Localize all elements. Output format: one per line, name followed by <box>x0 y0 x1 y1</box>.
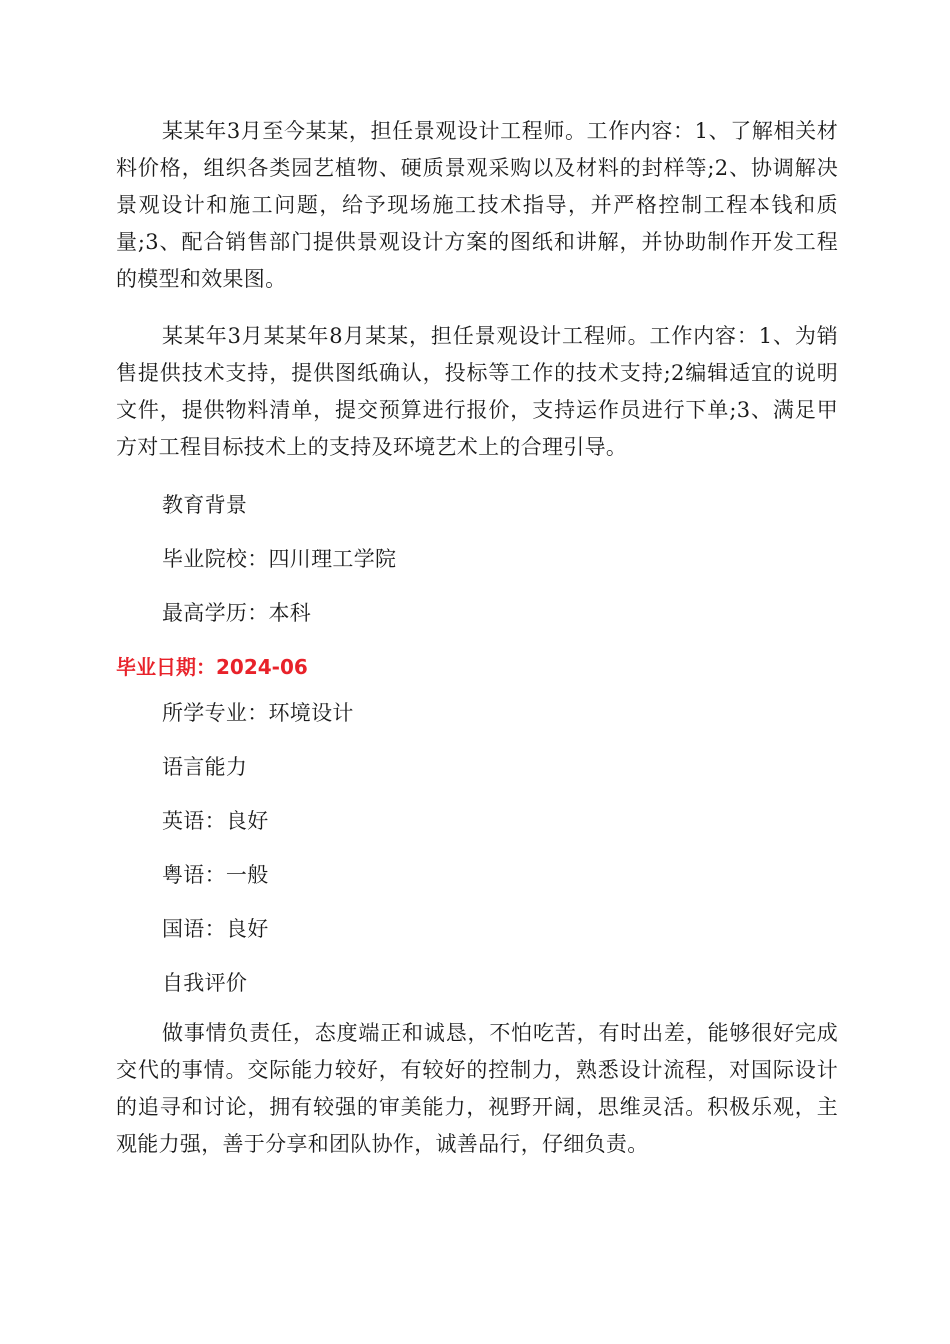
education-heading: 教育背景 <box>162 493 248 517</box>
work-experience-paragraph-1: 某某年3月至今某某，担任景观设计工程师。工作内容：1、了解相关材料价格，组织各类园艺植物、硬质景观采购以及材料的封样等;2、协调解决景观设计和施工问题，给予现场施工技术指导，并严格控制工程本钱和质量;3、配合销售部门提供景观设计方案的图纸和讲解，并协助制作开发工程的模型和效果图。 <box>116 119 838 291</box>
work-experience-paragraph-2: 某某年3月某某年8月某某，担任景观设计工程师。工作内容：1、为销售提供技术支持，提供图纸确认，投标等工作的技术支持;2编辑适宜的说明文件，提供物料清单，提交预算进行报价，支持运作员进行下单;3、满足甲方对工程目标技术上的支持及环境艺术上的合理引导。 <box>116 324 838 459</box>
language-cantonese: 粤语：一般 <box>162 863 269 887</box>
education-major: 所学专业：环境设计 <box>162 701 354 725</box>
self-evaluation-heading: 自我评价 <box>162 971 248 995</box>
education-graduation-date: 毕业日期：2024-06 <box>116 655 308 679</box>
education-school: 毕业院校：四川理工学院 <box>162 547 397 571</box>
language-english: 英语：良好 <box>162 809 269 833</box>
language-mandarin: 国语：良好 <box>162 917 269 941</box>
education-degree: 最高学历：本科 <box>162 601 312 625</box>
language-heading: 语言能力 <box>162 755 248 779</box>
self-evaluation-paragraph: 做事情负责任，态度端正和诚恳，不怕吃苦，有时出差，能够很好完成交代的事情。交际能力较好，有较好的控制力，熟悉设计流程，对国际设计的追寻和讨论，拥有较强的审美能力，视野开阔，思维灵活。积极乐观，主观能力强，善于分享和团队协作，诚善品行，仔细负责。 <box>116 1021 838 1156</box>
